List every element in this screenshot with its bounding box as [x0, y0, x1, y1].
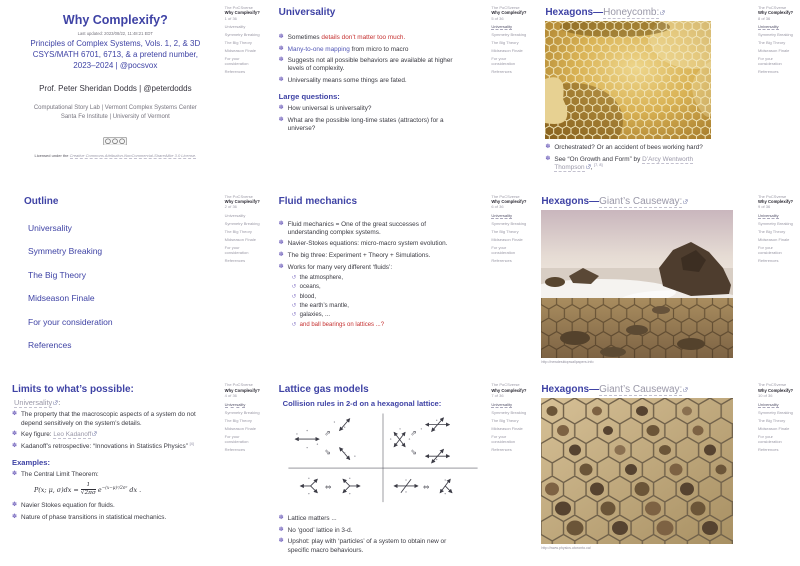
sidebar-section-link[interactable]: Midseason Finale [491, 236, 523, 242]
affiliations [12, 104, 219, 121]
flower-bullet-icon: ✽ [12, 513, 18, 520]
flower-bullet-icon: ✽ [278, 116, 284, 123]
slide-sidebar [758, 0, 800, 189]
sidebar-section-link[interactable]: For your consideration [224, 244, 249, 256]
sidebar-section-link[interactable]: Symmetry Breaking [757, 220, 793, 226]
sidebar-section-link[interactable]: Symmetry Breaking [757, 409, 793, 415]
slide-lattice-gas-models [267, 377, 534, 566]
slide-sidebar [758, 189, 800, 378]
sidebar-deck-title: Why Complexify? [224, 387, 260, 393]
leo-kadanoff-link[interactable]: Leo Kadanoff [53, 431, 92, 439]
sidebar-section-link[interactable]: For your consideration [757, 244, 782, 256]
sidebar-section-link[interactable]: References [224, 446, 246, 452]
sidebar-deck-title: Why Complexify? [491, 387, 527, 393]
sidebar-section-link[interactable]: Universality [224, 401, 246, 407]
external-link-icon [660, 10, 665, 15]
image-source-url[interactable]: http://newdesktopwallpapers.info [541, 359, 594, 364]
sidebar-brand: The PoCSverse [757, 5, 787, 10]
slide-sidebar [491, 0, 533, 189]
honeycomb-link[interactable]: Honeycomb: [603, 7, 660, 18]
sidebar-section-link[interactable]: The Big Theory [757, 40, 786, 46]
sidebar-page-indicator: 9 of 36 [757, 204, 771, 210]
sidebar-section-link[interactable]: References [757, 258, 779, 264]
sidebar-brand: The PoCSverse [491, 193, 520, 199]
sidebar-section-nav [758, 402, 796, 452]
bullet-item: ✽ Sometimes details don’t matter too much. [278, 34, 406, 41]
external-link-icon [92, 431, 97, 436]
professor-name: Prof. Peter Sheridan Dodds | @peterdodds [39, 84, 192, 94]
slide-content [533, 0, 758, 189]
slide-title: Fluid mechanics [278, 195, 358, 207]
spiral-bullet-icon: ↺ [291, 303, 297, 310]
sidebar-section-link[interactable]: The Big Theory [224, 417, 252, 423]
sidebar-section-link[interactable]: For your consideration [757, 433, 782, 444]
bullet-item: ✽ Suggests not all possible behaviors are available at higher levels of complexity. [278, 57, 453, 73]
sidebar-section-link[interactable]: The Big Theory [757, 417, 786, 423]
outline-item[interactable]: References [28, 340, 72, 351]
outline-item[interactable]: Universality [28, 222, 72, 233]
sidebar-section-link[interactable]: Universality [224, 212, 246, 218]
bullet-item: ✽ Kadanoff’s retrospective: “Innovations in Statistics Physics” [4] [12, 441, 194, 450]
svg-text:⇘: ⇘ [323, 447, 331, 457]
spiral-bullet-icon: ↺ [291, 275, 297, 282]
svg-text:⇔: ⇔ [422, 482, 430, 492]
affiliation-line-2: Santa Fe Institute | University of Vermont [60, 113, 170, 120]
sidebar-section-link[interactable]: References [491, 258, 512, 264]
flower-bullet-icon: ✽ [278, 45, 284, 52]
outline-item[interactable]: For your consideration [28, 316, 113, 327]
slide-sidebar [225, 377, 267, 566]
sidebar-section-link[interactable]: References [224, 258, 246, 264]
sidebar-section-link[interactable]: Universality [491, 24, 512, 30]
central-limit-equation: P(x; μ, σ)dx = $\frac{1}{√2\pi\sigma}$ $e^{-(x-\mu)^2/2\sigma^2}$ dx . [34, 482, 142, 497]
giants-causeway-link[interactable]: Giant’s Causeway: [599, 384, 683, 396]
sidebar-page-indicator: 6 of 36 [491, 204, 504, 210]
citation-ref: [4] [189, 441, 194, 446]
sidebar-section-link[interactable]: References [491, 69, 512, 75]
slide-limits-to-whats-possible [0, 377, 267, 566]
sidebar-page-indicator: 2 of 36 [224, 204, 237, 210]
title-slide-content [0, 0, 225, 189]
outline-item[interactable]: Midseason Finale [28, 293, 95, 304]
sidebar-section-nav [758, 24, 796, 74]
sidebar-brand: The PoCSverse [224, 382, 253, 388]
flower-bullet-icon: ✽ [12, 470, 18, 477]
sidebar-section-link[interactable]: The Big Theory [491, 228, 519, 234]
external-link-icon [683, 387, 688, 392]
slide-sidebar [491, 189, 533, 378]
sidebar-deck-title: Why Complexify? [491, 10, 527, 16]
sidebar-section-link[interactable]: Universality [757, 212, 779, 218]
sidebar-section-link[interactable]: References [757, 69, 779, 75]
sidebar-page-indicator: 8 of 36 [757, 15, 771, 21]
slide-hexagons-giants-causeway-coast [533, 189, 800, 378]
flower-bullet-icon: ✽ [12, 442, 18, 449]
license-link[interactable]: Creative Commons Attribution-NonCommercial-ShareAlike 3.0 License. [69, 153, 197, 159]
slide-outline [0, 189, 267, 378]
sub-bullet-item: ↺ the atmosphere, [291, 275, 344, 282]
sidebar-section-link[interactable]: Symmetry Breaking [491, 32, 527, 38]
slide-content [267, 0, 492, 189]
sidebar-section-link[interactable]: Midseason Finale [224, 236, 257, 242]
spiral-bullet-icon: ↺ [291, 293, 297, 300]
svg-text:⇗: ⇗ [409, 429, 417, 439]
sidebar-section-link[interactable]: Symmetry Breaking [224, 32, 260, 38]
slide-hexagons-honeycomb [533, 0, 800, 189]
sub-bullet-item: ↺ galaxies, ... [291, 312, 331, 319]
sidebar-section-link[interactable]: Universality [491, 212, 512, 218]
flower-bullet-icon: ✽ [545, 144, 551, 150]
slide-content [267, 377, 492, 566]
flower-bullet-icon: ✽ [12, 411, 18, 418]
bullet-item: ✽ The big three: Experiment + Theory + Simulations. [278, 252, 431, 259]
bullet-item: ✽ Navier Stokes equation for fluids. [12, 502, 115, 510]
sidebar-section-link[interactable]: Midseason Finale [491, 425, 523, 431]
outline-item[interactable]: Symmetry Breaking [28, 246, 103, 257]
bullet-item: ✽ Orchestrated? Or an accident of bees working hard? [545, 144, 703, 151]
sidebar-section-link[interactable]: The Big Theory [224, 40, 252, 46]
bullet-item: ✽ Works for many very different ‘fluids’: [278, 263, 393, 271]
emphasis-blue: Many-to-one mapping [287, 45, 350, 53]
sidebar-section-link[interactable]: Universality [757, 24, 779, 30]
slide-sidebar [225, 189, 267, 378]
basalt-columns-photo [541, 398, 733, 544]
sidebar-deck-title: Why Complexify? [224, 198, 260, 204]
sub-bullet-item: ↺ oceans, [291, 284, 321, 291]
sidebar-section-link[interactable]: Midseason Finale [757, 48, 790, 54]
sidebar-section-nav [225, 24, 263, 74]
sidebar-deck-title: Why Complexify? [757, 387, 794, 393]
flower-bullet-icon: ✽ [12, 431, 18, 438]
sidebar-section-link[interactable]: For your consideration [491, 244, 516, 256]
sidebar-brand: The PoCSverse [224, 193, 253, 199]
slide-hexagons-giants-causeway-columns [533, 377, 800, 566]
flower-bullet-icon: ✽ [278, 263, 284, 270]
darcy-thompson-link[interactable]: D’Arcy Wentworth Thompson [554, 155, 694, 171]
sidebar-brand: The PoCSverse [757, 193, 787, 199]
universality-link[interactable]: Universality [14, 398, 53, 408]
bullet-item: ✽ What are the possible long-time states (attractors) for a universe? [278, 116, 444, 132]
slide-sidebar [491, 377, 533, 566]
bullet-item: ✽ The Central Limit Theorem: [12, 470, 99, 478]
slide-title: Outline [24, 195, 59, 207]
bullet-item: ✽ Universality means some things are fated. [278, 76, 407, 84]
section-heading: Large questions: [278, 92, 340, 102]
course-line-1: Principles of Complex Systems, Vols. 1, 2, & 3D [30, 39, 201, 48]
flower-bullet-icon: ✽ [12, 502, 18, 509]
svg-text:⇘: ⇘ [409, 447, 417, 457]
sidebar-page-indicator: 4 of 36 [224, 392, 237, 398]
sidebar-section-link[interactable]: The Big Theory [491, 417, 519, 423]
flower-bullet-icon: ✽ [278, 105, 284, 112]
flower-bullet-icon: ✽ [278, 240, 284, 247]
sidebar-section-link[interactable]: Universality [224, 24, 246, 30]
flower-bullet-icon: ✽ [278, 76, 284, 83]
outline-item[interactable]: The Big Theory [28, 269, 86, 280]
sidebar-section-link[interactable]: Universality [491, 401, 512, 407]
slide-fluid-mechanics [267, 189, 534, 378]
bullet-item: ✽ Upshot: play with ‘particles’ of a system to obtain new or specific macro behaviours. [278, 538, 447, 554]
sidebar-brand: The PoCSverse [491, 382, 520, 388]
affiliation-line-1: Computational Story Lab | Vermont Complex Systems Center [33, 105, 197, 112]
slide-content [0, 189, 225, 378]
emphasis-red: details don’t matter too much. [321, 34, 406, 41]
sidebar-deck-title: Why Complexify? [224, 10, 260, 16]
sidebar-section-link[interactable]: For your consideration [491, 433, 516, 444]
bullet-item: ✽ The property that the macroscopic aspects of a system do not depend sensitively on the system’s details. [12, 411, 196, 427]
sidebar-section-link[interactable]: For your consideration [491, 56, 516, 67]
collision-rules-diagram [285, 410, 481, 504]
slide-title: Hexagons— [541, 195, 600, 207]
collision-rules-heading: Collision rules in 2-d on a hexagonal lattice: [282, 399, 442, 409]
sidebar-section-link[interactable]: Midseason Finale [757, 236, 790, 242]
sidebar-page-indicator: 5 of 36 [491, 15, 504, 21]
spiral-bullet-icon: ↺ [291, 321, 297, 328]
sidebar-section-link[interactable]: Symmetry Breaking [491, 409, 527, 415]
sidebar-section-link[interactable]: References [491, 446, 512, 452]
sidebar-section-link[interactable]: Midseason Finale [224, 48, 257, 54]
sidebar-section-link[interactable]: The Big Theory [491, 40, 519, 46]
flower-bullet-icon: ✽ [278, 515, 284, 522]
sidebar-section-link[interactable]: For your consideration [757, 56, 782, 67]
sidebar-section-link[interactable]: The Big Theory [224, 228, 252, 234]
deck-title: Why Complexify? [62, 13, 168, 27]
bullet-item: ✽ Fluid mechanics = One of the great successes of understanding complex systems. [278, 220, 427, 236]
sidebar-deck-title: Why Complexify? [491, 198, 527, 204]
sidebar-brand: The PoCSverse [491, 5, 520, 10]
course-info [12, 39, 219, 71]
slide-title: Limits to what’s possible: [12, 384, 134, 396]
slide-content [267, 189, 492, 378]
giants-causeway-coast-photo [541, 210, 733, 358]
honeycomb-photo [545, 21, 711, 139]
sidebar-section-link[interactable]: References [224, 69, 246, 75]
bullet-item: ✽ Key figure: Leo Kadanoff [12, 431, 223, 439]
slide-title: Hexagons— [541, 384, 600, 396]
slide-title: Hexagons— [545, 7, 604, 18]
slide-why-complexify-title [0, 0, 267, 189]
giants-causeway-link[interactable]: Giant’s Causeway: [599, 195, 683, 207]
flower-bullet-icon: ✽ [278, 252, 284, 258]
course-line-2: CSYS/MATH 6701, 6713, & a pretend number, [32, 49, 198, 59]
sidebar-section-link[interactable]: References [757, 446, 779, 452]
license-line: Licensed under the Creative Commons Attribution-NonCommercial-ShareAlike 3.0 License. [34, 153, 197, 159]
slide-title: Universality [278, 7, 336, 18]
sidebar-section-nav [225, 213, 263, 263]
slide-sidebar [758, 377, 800, 566]
flower-bullet-icon: ✽ [278, 526, 284, 533]
bullet-item: ✽ Many-to-one mapping from micro to macro [278, 45, 409, 53]
sidebar-section-link[interactable]: Symmetry Breaking [224, 409, 260, 415]
spiral-bullet-icon: ↺ [291, 284, 297, 291]
sidebar-page-indicator: 7 of 36 [491, 392, 504, 398]
sidebar-section-link[interactable]: Midseason Finale [491, 48, 523, 54]
sidebar-section-link[interactable]: The Big Theory [757, 228, 786, 234]
sidebar-section-nav [491, 213, 529, 263]
image-source-url[interactable]: http://www.physics.utoronto.ca/ [541, 546, 591, 551]
flower-bullet-icon: ✽ [278, 34, 284, 40]
external-link-icon [683, 199, 688, 204]
slide-content [533, 377, 758, 566]
sidebar-section-nav [491, 24, 529, 74]
bullet-item: ✽ How universal is universality? [278, 105, 372, 113]
slide-content [533, 189, 758, 378]
emphasis-red: and ball bearings on lattices ...? [299, 321, 385, 328]
slide-title: Lattice gas models [278, 384, 369, 396]
sidebar-section-link[interactable]: For your consideration [224, 433, 249, 444]
sidebar-page-indicator: 10 of 36 [757, 392, 773, 398]
section-heading: Examples: [12, 457, 50, 467]
sidebar-section-link[interactable]: Symmetry Breaking [224, 220, 260, 226]
sidebar-section-nav [225, 402, 263, 452]
sub-bullet-item: ↺ blood, [291, 293, 317, 300]
slide-sidebar [225, 0, 267, 189]
bullet-item: ✽ Lattice matters ... [278, 515, 337, 523]
slide-content: Limits to what’s possible: Universality : ✽ The property that the macroscopic aspects of a system do not depend sensitively on the system’s details. ✽ Key figure: Leo Kadanoff ✽ Kadanoff’s retrospective: “Innovations in Statistics Physics” [4] Examples: ✽ The Central Limit Theorem: P(x; μ, σ)dx = $\frac{1}{√2\pi\sigma}$ $e^{-(x-\mu)^2/2\sigma^2}$ dx . ✽ Navier Stokes equation for fluids. ✽ Nature of phase transitions in statistical mechanics. [0, 377, 225, 566]
sidebar-brand: The PoCSverse [757, 382, 787, 388]
cc-license-badge [103, 137, 127, 146]
course-line-3: 2023–2024 | @pocsvox [73, 60, 158, 70]
flower-bullet-icon: ✽ [545, 155, 551, 162]
citation-ref: [7, 8] [594, 162, 603, 167]
svg-text:⇔: ⇔ [324, 482, 332, 492]
flower-bullet-icon: ✽ [278, 538, 284, 545]
bullet-item: ✽ No ‘good’ lattice in 3-d. [278, 526, 353, 534]
sidebar-brand: The PoCSverse [224, 5, 253, 10]
sidebar-section-link[interactable]: Universality [757, 401, 779, 407]
sidebar-section-link[interactable]: Midseason Finale [757, 425, 790, 431]
bullet-item: ✽ See “On Growth and Form” by D’Arcy Wentworth Thompson , [7, 8] [545, 155, 694, 171]
spiral-bullet-icon: ↺ [291, 312, 297, 319]
sidebar-deck-title: Why Complexify? [757, 10, 794, 16]
svg-text:⇗: ⇗ [323, 429, 331, 439]
sidebar-section-link[interactable]: Symmetry Breaking [491, 220, 527, 226]
sidebar-section-nav [491, 402, 529, 452]
sub-bullet-item: ↺ the earth’s mantle, [291, 303, 349, 310]
sidebar-section-link[interactable]: Symmetry Breaking [757, 32, 793, 38]
flower-bullet-icon: ✽ [278, 57, 284, 64]
bullet-item: ✽ Nature of phase transitions in statistical mechanics. [12, 513, 167, 521]
sidebar-section-link[interactable]: For your consideration [224, 56, 249, 67]
slide-universality [267, 0, 534, 189]
sidebar-page-indicator: 1 of 36 [224, 15, 237, 21]
sidebar-section-link[interactable]: Midseason Finale [224, 425, 257, 431]
sidebar-section-nav [758, 213, 796, 263]
bullet-item: ✽ Navier-Stokes equations: micro-macro system evolution. [278, 240, 448, 248]
sidebar-deck-title: Why Complexify? [757, 198, 794, 204]
last-updated: Last updated: 2023/08/22, 11:48:21 EDT [77, 31, 153, 36]
sub-bullet-item [292, 322, 490, 330]
flower-bullet-icon: ✽ [278, 220, 284, 227]
